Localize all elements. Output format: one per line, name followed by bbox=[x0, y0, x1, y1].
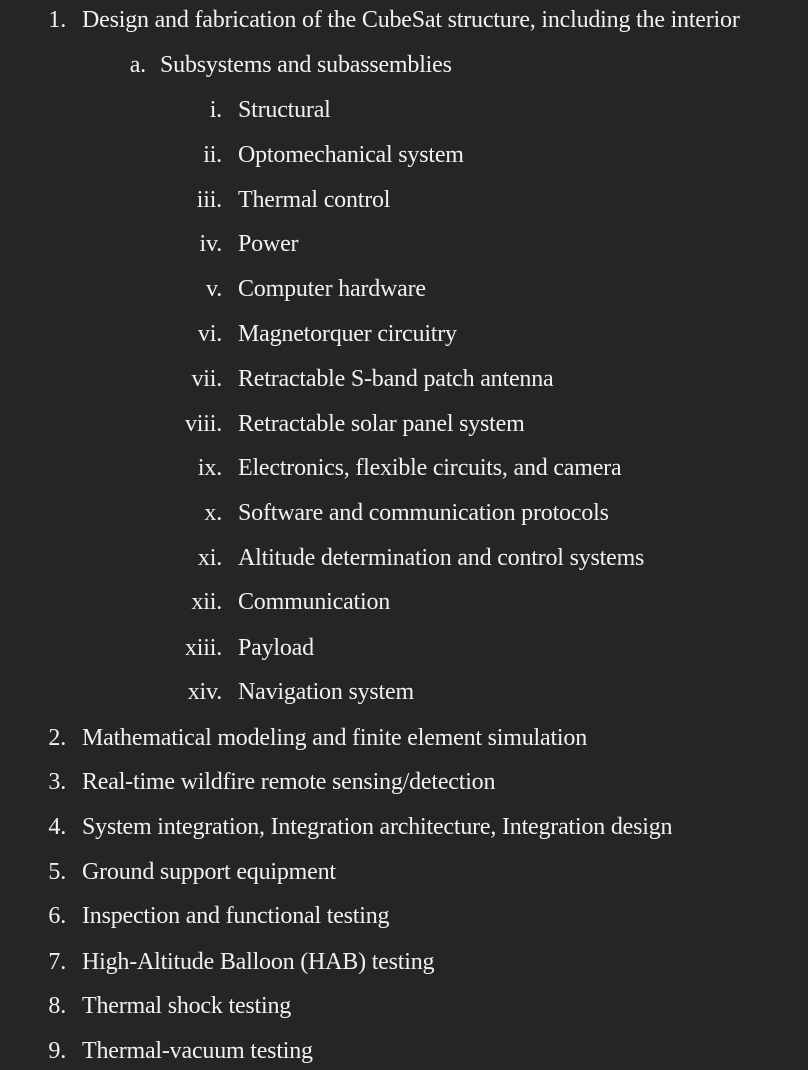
list-item-text: Power bbox=[238, 231, 299, 257]
list-item-text: Mathematical modeling and finite element simulation bbox=[82, 725, 587, 751]
list-item-text: Navigation system bbox=[238, 679, 414, 705]
list-item-text: Optomechanical system bbox=[238, 142, 464, 168]
list-item-text: High-Altitude Balloon (HAB) testing bbox=[82, 949, 435, 975]
list-marker: iv. bbox=[199, 231, 222, 257]
list-marker: 4. bbox=[48, 814, 66, 840]
list-marker: 6. bbox=[48, 903, 66, 929]
list-item-text: Computer hardware bbox=[238, 276, 426, 302]
list-item-text: Ground support equipment bbox=[82, 859, 336, 885]
list-item-text: Inspection and functional testing bbox=[82, 903, 390, 929]
list-item-text: Thermal control bbox=[238, 187, 391, 213]
list-item-text: Electronics, flexible circuits, and camera bbox=[238, 455, 622, 481]
list-item-text: Structural bbox=[238, 97, 331, 123]
list-item-text: Magnetorquer circuitry bbox=[238, 321, 457, 347]
list-item-text: Communication bbox=[238, 589, 391, 615]
list-item-text: Payload bbox=[238, 635, 314, 661]
list-item-text: Retractable solar panel system bbox=[238, 411, 525, 437]
list-item-text: System integration, Integration architecture, Integration design bbox=[82, 814, 673, 840]
list-marker: 2. bbox=[48, 725, 66, 751]
list-marker: xi. bbox=[197, 545, 222, 571]
list-marker: 8. bbox=[48, 993, 66, 1019]
list-marker: xiii. bbox=[184, 635, 222, 661]
list-item-text: Thermal shock testing bbox=[82, 993, 292, 1019]
list-item-text: Thermal-vacuum testing bbox=[82, 1038, 313, 1064]
list-item-text: Subsystems and subassemblies bbox=[160, 52, 452, 78]
list-marker: xiv. bbox=[187, 679, 222, 705]
list-marker: a. bbox=[129, 52, 146, 78]
list-item-text: Real-time wildfire remote sensing/detection bbox=[82, 769, 496, 795]
list-marker: v. bbox=[205, 276, 222, 302]
list-marker: 3. bbox=[48, 769, 66, 795]
list-item-text: Altitude determination and control systems bbox=[238, 545, 645, 571]
list-item-text: Design and fabrication of the CubeSat structure, including the interior bbox=[82, 7, 740, 33]
list-marker: vi. bbox=[197, 321, 222, 347]
list-marker: iii. bbox=[196, 187, 222, 213]
list-marker: vii. bbox=[191, 366, 222, 392]
list-item-text: Retractable S-band patch antenna bbox=[238, 366, 554, 392]
list-marker: i. bbox=[209, 97, 222, 123]
list-marker: x. bbox=[204, 500, 222, 526]
list-marker: viii. bbox=[184, 411, 222, 437]
list-marker: 5. bbox=[48, 859, 66, 885]
list-marker: 1. bbox=[48, 7, 66, 33]
list-marker: ix. bbox=[197, 455, 222, 481]
list-marker: 9. bbox=[48, 1038, 66, 1064]
list-marker: xii. bbox=[191, 589, 222, 615]
list-item-text: Software and communication protocols bbox=[238, 500, 609, 526]
list-marker: 7. bbox=[48, 949, 66, 975]
list-marker: ii. bbox=[203, 142, 222, 168]
